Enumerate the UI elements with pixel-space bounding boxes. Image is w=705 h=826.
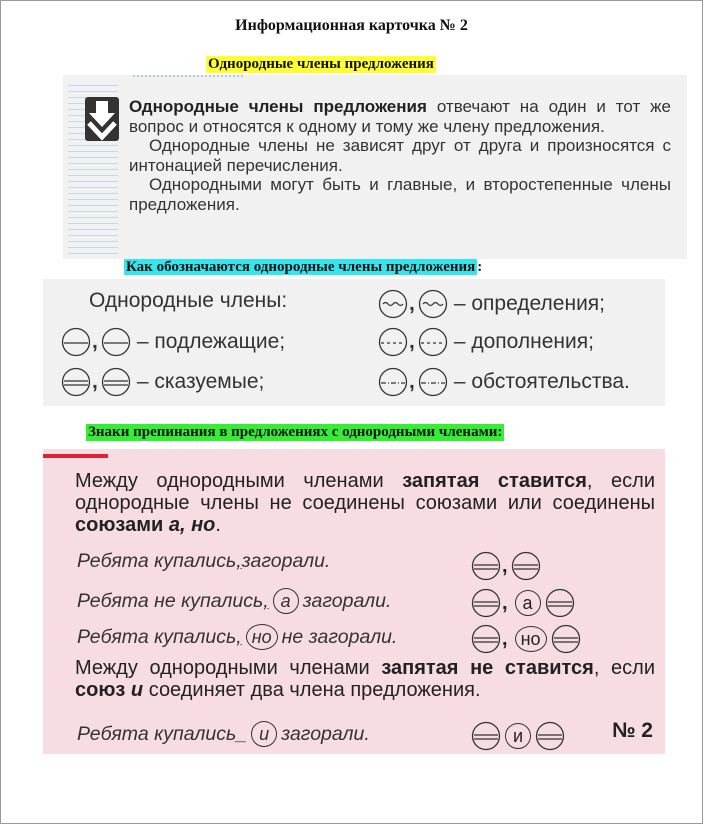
- predicate-double-line-icon: [535, 721, 565, 751]
- predicate-double-line-icon-2: [101, 367, 131, 397]
- schema-3-comma: ,: [502, 627, 508, 650]
- definition-para3: Однородными могут быть и главные, и второстепенные члены предложения.: [129, 175, 671, 214]
- definition-para2: Однородные члены не зависят друг от друга и произносятся с интонацией перечисления.: [129, 136, 671, 175]
- schema-1: [471, 551, 541, 581]
- rule2-text: [75, 657, 655, 701]
- adverbial-dash-dot-icon-2: [418, 367, 448, 397]
- notation-intro: Однородные члены:: [89, 289, 288, 312]
- schema-4-conj: и: [505, 723, 531, 749]
- predicate-double-line-icon: [545, 588, 575, 618]
- predicate-double-line-icon: [471, 588, 501, 618]
- rule2-part-a: Между однородными членами: [75, 657, 382, 679]
- decorative-red-line: [43, 454, 108, 458]
- ex2-comma: ,: [263, 589, 269, 612]
- schema-3-conj: но: [515, 626, 547, 652]
- comma-1: ,: [409, 292, 415, 315]
- definition-text: [129, 97, 671, 214]
- comma-4: ,: [92, 370, 98, 393]
- card-number: № 2: [612, 719, 653, 742]
- adverbial-dash-dot-icon: [378, 367, 408, 397]
- section2-heading-text: Как обозначаются однородные члены предложения: [126, 259, 476, 275]
- object-dashed-icon-2: [418, 327, 448, 357]
- rule1-text: [75, 470, 655, 536]
- rule2-part-f: соединяет два члена предложения.: [143, 679, 481, 701]
- predicate-label: – сказуемые;: [136, 370, 265, 393]
- attribute-label: – определения;: [453, 292, 606, 315]
- example-4: [77, 721, 370, 747]
- rule2-conj-word: союз: [75, 679, 126, 701]
- subject-line-icon-2: [101, 327, 131, 357]
- ex1-comma: ,: [236, 550, 242, 572]
- section2-heading: [124, 259, 482, 276]
- subject-label: – подлежащие;: [136, 330, 286, 353]
- schema-3: [471, 624, 581, 654]
- ex3-part-b: не загорали.: [281, 625, 398, 648]
- notation-subject-row: [61, 327, 291, 357]
- comma-3: ,: [409, 330, 415, 353]
- decorative-dots: [133, 75, 243, 77]
- ex4-conjunction: и: [251, 721, 277, 747]
- ex1-part-b: загорали.: [241, 550, 331, 572]
- comma-2: ,: [92, 330, 98, 353]
- predicate-double-line-icon: [471, 721, 501, 751]
- rule1-conj-list: а, но: [163, 514, 216, 536]
- schema-2-conj: а: [515, 590, 541, 616]
- rule2-emph: запятая не ставится: [381, 657, 594, 679]
- predicate-double-line-icon: [511, 551, 541, 581]
- ex4-part-a: Ребята купались: [77, 722, 237, 745]
- example-2: [77, 588, 391, 614]
- definition-box: [63, 75, 687, 259]
- punctuation-box: [43, 449, 665, 754]
- ex1-part-a: Ребята купались: [77, 550, 237, 572]
- object-dashed-icon: [378, 327, 408, 357]
- example-1: [77, 550, 330, 573]
- rule1-dot: .: [215, 514, 221, 536]
- page-title: Информационная карточка № 2: [235, 17, 468, 34]
- rule-arrow-icon: [85, 97, 119, 141]
- predicate-double-line-icon: [471, 551, 501, 581]
- rule2-conj: и: [125, 679, 144, 701]
- notation-box: [43, 279, 665, 406]
- section2-heading-colon: :: [477, 259, 483, 275]
- ex3-comma: ,: [236, 625, 242, 648]
- object-label: – дополнения;: [453, 330, 594, 353]
- schema-2: [471, 588, 575, 618]
- schema-2-comma: ,: [502, 591, 508, 614]
- ex3-part-a: Ребята купались: [77, 625, 237, 648]
- attribute-wavy-icon: [378, 289, 408, 319]
- section1-heading: Однородные члены предложения: [208, 56, 434, 72]
- example-3: [77, 624, 397, 650]
- section3-heading: Знаки препинания в предложениях с однородными членами:: [88, 424, 503, 440]
- rule2-part-c: , если: [593, 657, 655, 679]
- predicate-double-line-icon: [61, 367, 91, 397]
- schema-1-comma: ,: [502, 554, 508, 577]
- schema-4: [471, 721, 565, 751]
- comma-5: ,: [409, 370, 415, 393]
- predicate-double-line-icon: [471, 624, 501, 654]
- ex2-conjunction: а: [273, 588, 299, 614]
- predicate-double-line-icon: [551, 624, 581, 654]
- rule1-emph: запятая ставится: [402, 470, 587, 492]
- rule1-part-c: , если однородные члены не соединены союзами или соединены: [75, 470, 656, 514]
- rule1-part-a: Между однородными членами: [75, 470, 403, 492]
- subject-line-icon: [61, 327, 91, 357]
- ex3-conjunction: но: [246, 624, 278, 650]
- ex2-part-a: Ребята не купались: [77, 589, 264, 612]
- definition-term: Однородные члены предложения: [129, 97, 427, 116]
- ex4-gap: _: [236, 722, 248, 745]
- attribute-wavy-icon-2: [418, 289, 448, 319]
- rule1-conj-word: союзами: [75, 514, 164, 536]
- ex2-part-b: загорали.: [302, 589, 392, 612]
- ex4-part-b: загорали.: [281, 722, 370, 745]
- notation-predicate-row: [61, 367, 270, 397]
- notation-adverbial-row: [378, 367, 636, 397]
- notation-attribute-row: [378, 289, 611, 319]
- definition-rest: отвечают на один и тот же вопрос и относятся к одному и тому же члену предложения.: [129, 97, 671, 136]
- adverbial-label: – обстоятельства.: [453, 370, 630, 393]
- notation-object-row: [378, 327, 600, 357]
